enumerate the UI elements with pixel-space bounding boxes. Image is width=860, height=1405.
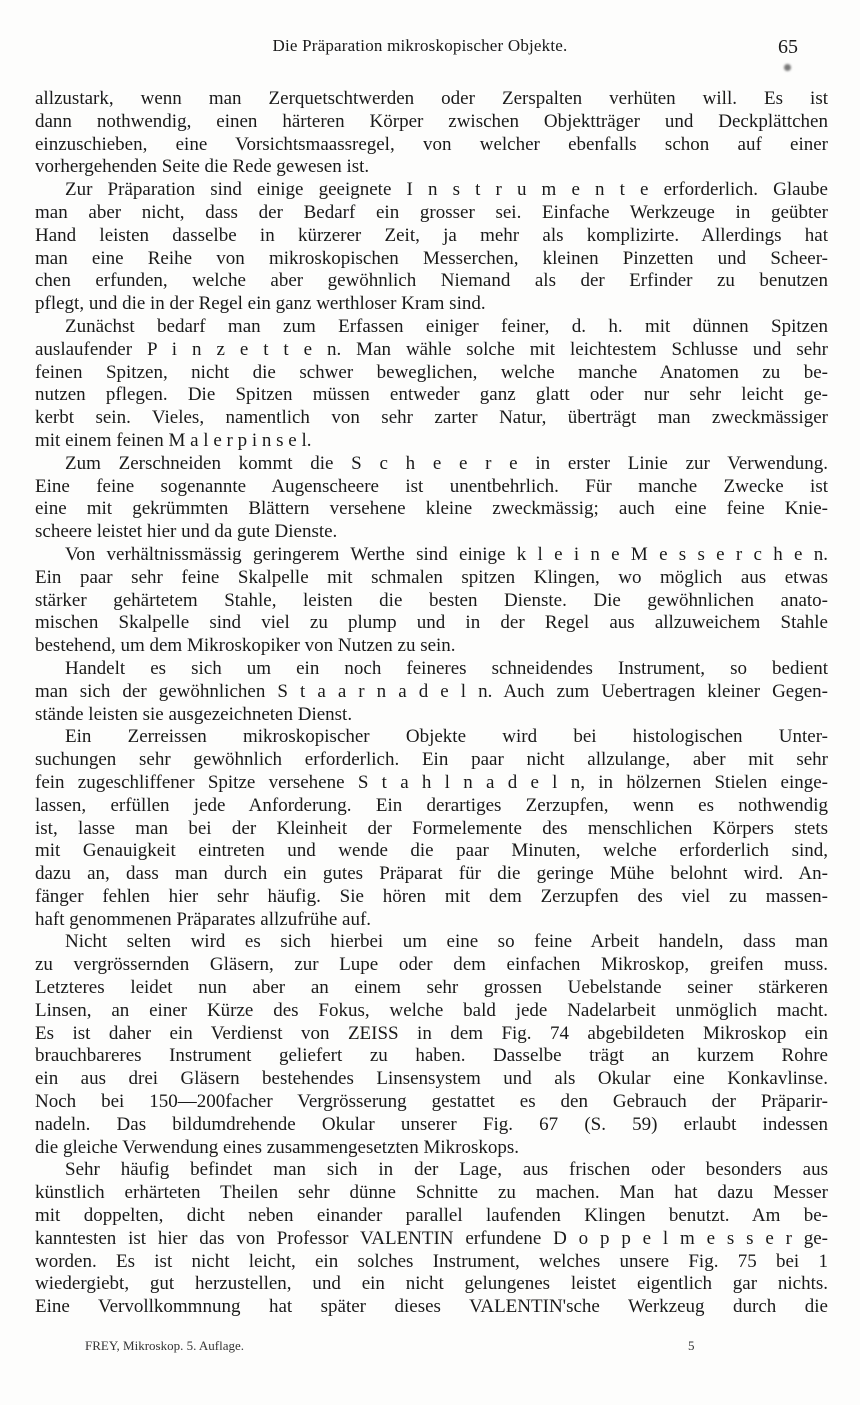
text-line: Noch bei 150—200facher Vergrösserung gestattet es den Gebrauch der Präparir- <box>35 1091 828 1113</box>
text-line: Von verhältnissmässig geringerem Werthe sind einige k l e i n e M e s s e r c h e n. <box>65 543 828 565</box>
text-line: Handelt es sich um ein noch feineres schneidendes Instrument, so bedient <box>65 657 828 679</box>
text-line: chen erfunden, welche aber gewöhnlich Niemand als der Erfinder zu benutzen <box>35 270 828 292</box>
text-line: fänger fehlen hier sehr häufig. Sie hören mit dem Zerzupfen des viel zu massen- <box>35 885 828 907</box>
text-line: Zum Zerschneiden kommt die S c h e e r e in erster Linie zur Verwendung. <box>65 452 828 474</box>
text-line: bestehend, um dem Mikroskopiker von Nutzen zu sein. <box>35 635 456 657</box>
text-line: zu vergrössernden Gläsern, zur Lupe oder dem einfachen Mikroskop, greifen muss. <box>35 954 828 976</box>
body-text <box>35 88 828 1319</box>
text-line: mit doppelten, dicht neben einander parallel laufenden Klingen benutzt. Am be- <box>35 1205 828 1227</box>
text-line: Es ist daher ein Verdienst von ZEISS in dem Fig. 74 abgebildeten Mikroskop ein <box>35 1022 828 1044</box>
text-line: künstlich erhärteten Theilen sehr dünne Schnitte zu machen. Man hat dazu Messer <box>35 1182 828 1204</box>
text-line: Zur Präparation sind einige geeignete I n s t r u m e n t e erforderlich. Glaube <box>65 179 828 201</box>
text-line: pflegt, und die in der Regel ein ganz werthloser Kram sind. <box>35 293 486 315</box>
text-line: ein aus drei Gläsern bestehendes Linsensystem und als Okular eine Konkavlinse. <box>35 1068 828 1090</box>
page-number: 65 <box>778 36 798 58</box>
running-title: Die Präparation mikroskopischer Objekte. <box>272 36 568 55</box>
text-line: haft genommenen Präparates allzufrühe auf. <box>35 908 372 930</box>
text-line: auslaufender P i n z e t t e n. Man wähle solche mit leichtestem Schlusse und sehr <box>35 338 828 360</box>
text-line: Letzteres leidet nun aber an einem sehr grossen Uebelstande seiner stärkeren <box>35 977 828 999</box>
text-line: kanntesten ist hier das von Professor VALENTIN erfundene D o p p e l m e s s e r ge- <box>35 1227 828 1249</box>
text-line: Eine Vervollkommnung hat später dieses VALENTIN'sche Werkzeug durch die <box>35 1296 828 1318</box>
ink-spot <box>784 64 791 71</box>
text-line: Hand leisten dasselbe in kürzerer Zeit, ja mehr als komplizirte. Allerdings hat <box>35 224 828 246</box>
text-line: Eine feine sogenannte Augenscheere ist unentbehrlich. Für manche Zwecke ist <box>35 475 828 497</box>
text-line: nutzen pflegen. Die Spitzen müssen entweder ganz glatt oder nur sehr leicht ge- <box>35 384 828 406</box>
text-line: stärker gehärtetem Stahle, leisten die besten Dienste. Die gewöhnlichen anato- <box>35 589 828 611</box>
text-line: man sich der gewöhnlichen S t a a r n a d e l n. Auch zum Uebertragen kleiner Gegen- <box>35 680 828 702</box>
text-line: fein zugeschliffener Spitze versehene S t a h l n a d e l n, in hölzernen Stielen einge- <box>35 771 828 793</box>
text-line: allzustark, wenn man Zerquetschtwerden oder Zerspalten verhüten will. Es ist <box>35 88 828 109</box>
text-line: worden. Es ist nicht leicht, ein solches Instrument, welches unsere Fig. 75 bei 1 <box>35 1250 828 1272</box>
text-line: mischen Skalpelle sind viel zu plump und in der Regel aus allzuweichem Stahle <box>35 612 828 634</box>
text-line: Nicht selten wird es sich hierbei um eine so feine Arbeit handeln, dass man <box>65 931 828 953</box>
sheet-number: 5 <box>688 1338 695 1353</box>
text-line: Sehr häufig befindet man sich in der Lage, aus frischen oder besonders aus <box>65 1159 828 1181</box>
text-line: mit einem feinen M a l e r p i n s e l. <box>35 429 312 451</box>
text-line: scheere leistet hier und da gute Dienste. <box>35 521 338 543</box>
text-line: eine mit gekrümmten Blättern versehene kleine zweckmässig; auch eine feine Knie- <box>35 498 828 520</box>
text-line: stände leisten sie ausgezeichneten Dienst. <box>35 703 353 725</box>
text-line: lassen, erfüllen jede Anforderung. Ein derartiges Zerzupfen, wenn es nothwendig <box>35 794 828 816</box>
text-line: nadeln. Das bildumdrehende Okular unserer Fig. 67 (S. 59) erlaubt indessen <box>35 1113 828 1135</box>
text-line: Ein paar sehr feine Skalpelle mit schmalen spitzen Klingen, wo möglich aus etwas <box>35 566 828 588</box>
text-line: Zunächst bedarf man zum Erfassen einiger feiner, d. h. mit dünnen Spitzen <box>65 315 828 337</box>
text-line: die gleiche Verwendung eines zusammengesetzten Mikroskops. <box>35 1136 520 1158</box>
text-line: dann nothwendig, einen härteren Körper zwischen Objektträger und Deckplättchen <box>35 110 828 132</box>
text-line: mit Genauigkeit eintreten und wende die paar Minuten, welche erforderlich sind, <box>35 840 828 862</box>
text-line: vorhergehenden Seite die Rede gewesen ist. <box>35 156 370 178</box>
text-line: Linsen, an einer Kürze des Fokus, welche bald jede Nadelarbeit unmöglich macht. <box>35 999 828 1021</box>
text-line: wiedergiebt, gut herzustellen, und ein nicht gelungenes leistet eigentlich gar nichts. <box>35 1273 828 1295</box>
text-line: Ein Zerreissen mikroskopischer Objekte wird bei histologischen Unter- <box>65 726 828 748</box>
text-line: man eine Reihe von mikroskopischen Messerchen, kleinen Pinzetten und Scheer- <box>35 247 828 269</box>
text-line: suchungen sehr gewöhnlich erforderlich. Ein paar nicht allzulange, aber mit sehr <box>35 749 828 771</box>
footer-signature: FREY, Mikroskop. 5. Auflage. <box>85 1338 245 1353</box>
text-line: dazu an, dass man durch ein gutes Präparat für die geringe Mühe belohnt wird. An- <box>35 863 828 885</box>
text-line: kerbt sein. Vieles, namentlich von sehr zarter Natur, überträgt man zweckmässiger <box>35 407 828 429</box>
text-line: brauchbareres Instrument geliefert zu haben. Dasselbe trägt an kurzem Rohre <box>35 1045 828 1067</box>
text-line: ist, lasse man bei der Kleinheit der Formelemente des menschlichen Körpers stets <box>35 817 828 839</box>
text-line: man aber nicht, dass der Bedarf ein grosser sei. Einfache Werkzeuge in geübter <box>35 201 828 223</box>
text-line: einzuschieben, eine Vorsichtsmaassregel, von welcher ebenfalls schon auf einer <box>35 133 828 155</box>
text-line: feinen Spitzen, nicht die schwer beweglichen, welche manche Anatomen zu be- <box>35 361 828 383</box>
